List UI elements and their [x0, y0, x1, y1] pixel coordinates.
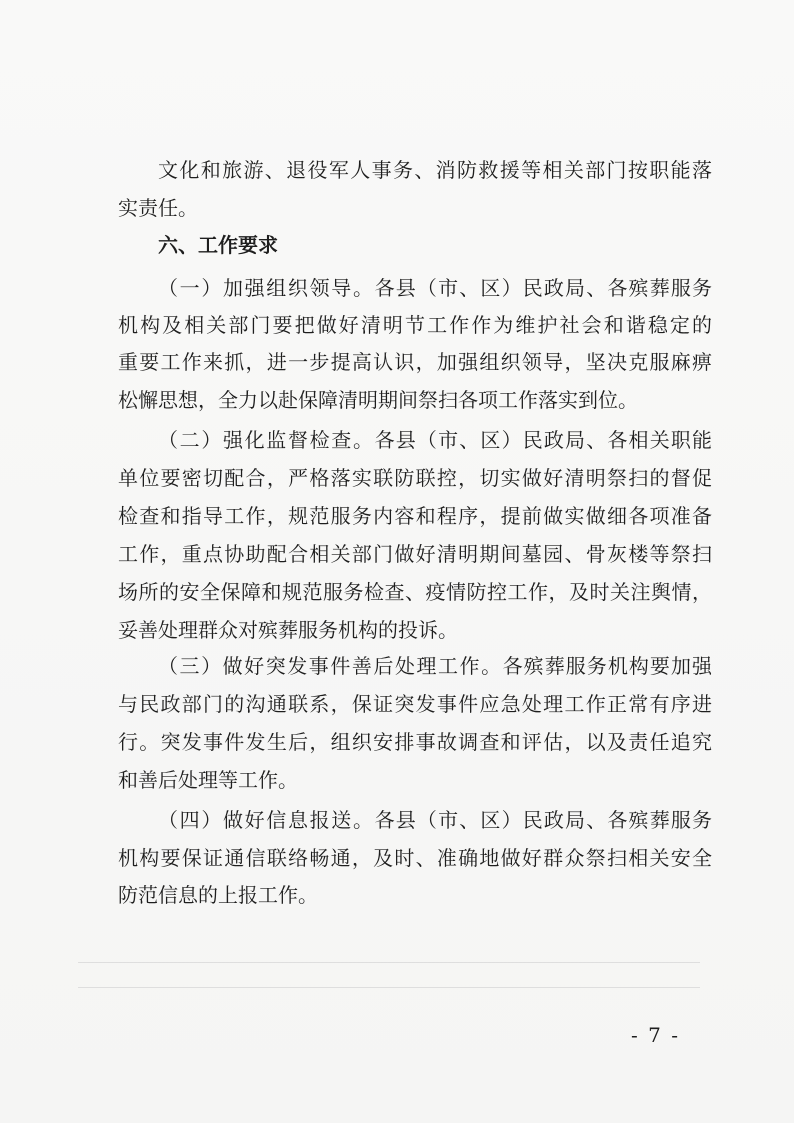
body-line: 和善后处理等工作。: [118, 768, 298, 792]
paragraph-first-line: [118, 801, 712, 839]
paragraph-first-line: [118, 421, 712, 459]
body-line: 机构及相关部门要把做好清明节工作作为维护社会和谐稳定的: [118, 313, 712, 337]
body-line: 检查和指导工作，规范服务内容和程序，提前做实做细各项准备: [118, 504, 712, 528]
paragraph-text: 各殡葬服务机构要加强: [502, 654, 712, 678]
paragraph-first-line: [118, 269, 712, 307]
body-line: 重要工作来抓，进一步提高认识，加强组织领导，坚决克服麻痹: [118, 350, 712, 374]
section-heading: 六、工作要求: [158, 233, 278, 257]
paragraph-first-line: [118, 647, 712, 685]
body-line: 与民政部门的沟通联系，保证突发事件应急处理工作正常有序进: [118, 692, 712, 716]
paragraph-text: 各县（市、区）民政局、各殡葬服务: [374, 276, 712, 300]
body-line: 实责任。: [118, 196, 198, 220]
body-line: 行。突发事件发生后，组织安排事故调查和评估，以及责任追究: [118, 730, 712, 754]
show-through-rule: [78, 962, 700, 963]
body-line: 妥善处理群众对殡葬服务机构的投诉。: [118, 618, 458, 642]
body-line: 机构要保证通信联络畅通，及时、准确地做好群众祭扫相关安全: [118, 846, 712, 870]
body-line: 文化和旅游、退役军人事务、消防救援等相关部门按职能落: [158, 158, 712, 182]
paragraph-text: 各县（市、区）民政局、各殡葬服务: [374, 808, 712, 832]
paragraph-text: 各县（市、区）民政局、各相关职能: [374, 428, 712, 452]
paragraph-lead: （三）做好突发事件善后处理工作。: [158, 654, 503, 678]
paragraph-lead: （一）加强组织领导。: [158, 276, 375, 300]
paragraph-lead: （二）强化监督检查。: [158, 428, 375, 452]
body-line: 单位要密切配合，严格落实联防联控，切实做好清明祭扫的督促: [118, 466, 712, 490]
body-line: 松懈思想，全力以赴保障清明期间祭扫各项工作落实到位。: [118, 388, 638, 412]
page-number: - 7 -: [631, 1023, 680, 1047]
body-line: 场所的安全保障和规范服务检查、疫情防控工作，及时关注舆情，: [118, 580, 712, 604]
paragraph-lead: （四）做好信息报送。: [158, 808, 375, 832]
show-through-rule: [78, 987, 700, 988]
body-line: 防范信息的上报工作。: [118, 883, 318, 907]
body-line: 工作，重点协助配合相关部门做好清明期间墓园、骨灰楼等祭扫: [118, 542, 712, 566]
